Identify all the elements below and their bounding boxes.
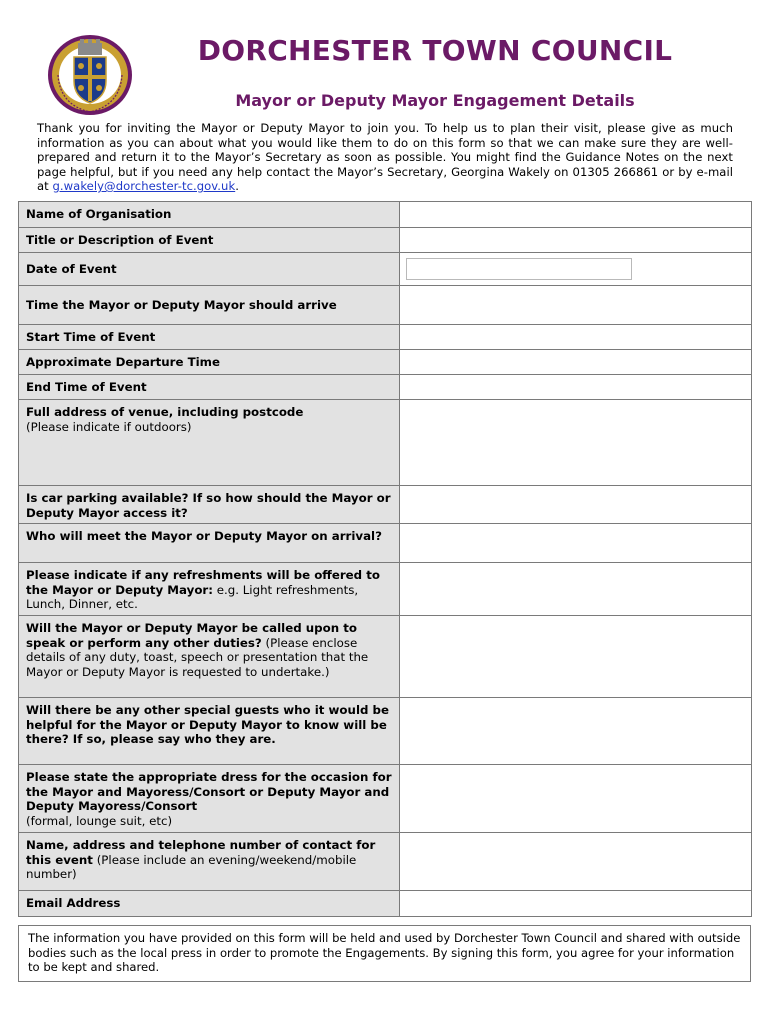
car-parking-field[interactable] [400, 486, 752, 524]
field-label: Please indicate if any refreshments will be offered to the Mayor or Deputy Mayor: e.g. Light refreshments, Lunch, Dinner, etc. [19, 563, 400, 616]
table-row [19, 228, 752, 253]
venue-address-field[interactable] [400, 400, 752, 486]
table-row [19, 253, 752, 286]
event-date-cell [400, 253, 752, 286]
field-label: Is car parking available? If so how should the Mayor or Deputy Mayor access it? [19, 486, 400, 524]
refreshments-field[interactable] [400, 563, 752, 616]
table-row [19, 486, 752, 524]
end-time-field[interactable] [400, 375, 752, 400]
form-subtitle: Mayor or Deputy Mayor Engagement Details [235, 91, 635, 110]
table-row [19, 833, 752, 891]
dress-code-field[interactable] [400, 765, 752, 833]
field-label: Email Address [19, 891, 400, 917]
field-label: Date of Event [19, 253, 400, 286]
start-time-field[interactable] [400, 325, 752, 350]
table-row [19, 286, 752, 325]
table-row [19, 891, 752, 917]
intro-paragraph [37, 121, 733, 194]
table-row [19, 400, 752, 486]
field-label: Will there be any other special guests who it would be helpful for the Mayor or Deputy Mayor to know will be there? If so, please say who they are. [19, 698, 400, 765]
email-address-field[interactable] [400, 891, 752, 917]
greeter-field[interactable] [400, 524, 752, 563]
engagement-form-table [18, 201, 752, 917]
organisation-name-field[interactable] [400, 202, 752, 228]
field-label: Time the Mayor or Deputy Mayor should arrive [19, 286, 400, 325]
event-title-field[interactable] [400, 228, 752, 253]
field-label: Start Time of Event [19, 325, 400, 350]
duties-field[interactable] [400, 616, 752, 698]
table-row [19, 325, 752, 350]
council-title: DORCHESTER TOWN COUNCIL [197, 34, 673, 67]
intro-text-end: . [235, 179, 239, 193]
table-row [19, 350, 752, 375]
field-label: Name of Organisation [19, 202, 400, 228]
event-date-input[interactable] [406, 258, 632, 280]
field-label: Approximate Departure Time [19, 350, 400, 375]
arrival-time-field[interactable] [400, 286, 752, 325]
field-note: e.g. Light refreshments, Lunch, Dinner, etc. [26, 582, 359, 611]
contact-details-field[interactable] [400, 833, 752, 891]
council-crest-logo [46, 33, 134, 117]
field-label: End Time of Event [19, 375, 400, 400]
field-label: Will the Mayor or Deputy Mayor be called upon to speak or perform any other duties? (Please enclose details of any duty, toast, speech or presentation that the Mayor or Deputy Mayor is requested to undertake.) [19, 616, 400, 698]
field-label: Who will meet the Mayor or Deputy Mayor on arrival? [19, 524, 400, 563]
table-row [19, 563, 752, 616]
table-row [19, 698, 752, 765]
table-row [19, 765, 752, 833]
table-row [19, 202, 752, 228]
field-note: (Please indicate if outdoors) [26, 419, 192, 434]
data-protection-notice: The information you have provided on this form will be held and used by Dorchester Town Council and shared with outside bodies such as the local press in order to promote the Engagements. By signing this form, you agree for your information to be kept and shared. [18, 925, 751, 982]
field-label: Full address of venue, including postcode (Please indicate if outdoors) [19, 400, 400, 486]
table-row [19, 375, 752, 400]
field-label: Title or Description of Event [19, 228, 400, 253]
field-note: (Please enclose details of any duty, toast, speech or presentation that the Mayor or Deputy Mayor is requested to undertake.) [26, 635, 369, 679]
field-label: Please state the appropriate dress for the occasion for the Mayor and Mayoress/Consort or Deputy Mayor and Deputy Mayoress/Consort (formal, lounge suit, etc) [19, 765, 400, 833]
field-label: Name, address and telephone number of contact for this event (Please include an evening/weekend/mobile number) [19, 833, 400, 891]
secretary-email-link[interactable]: g.wakely@dorchester-tc.gov.uk [52, 179, 236, 193]
departure-time-field[interactable] [400, 350, 752, 375]
intro-text: Thank you for inviting the Mayor or Deputy Mayor to join you. To help us to plan their visit, please give as much information as you can about what you would like them to do on this form so that we can make sure they are well-prepared and return it to the Mayor’s Secretary as soon as possible. You might find the Guidance Notes on the next page helpful, but if you need any help contact the Mayor’s Secretary, Georgina Wakely on 01305 266861 or by e-mail at [37, 121, 733, 193]
table-row [19, 616, 752, 698]
field-note: (Please include an evening/weekend/mobile number) [26, 852, 357, 881]
field-note: (formal, lounge suit, etc) [26, 813, 173, 828]
table-row [19, 524, 752, 563]
special-guests-field[interactable] [400, 698, 752, 765]
